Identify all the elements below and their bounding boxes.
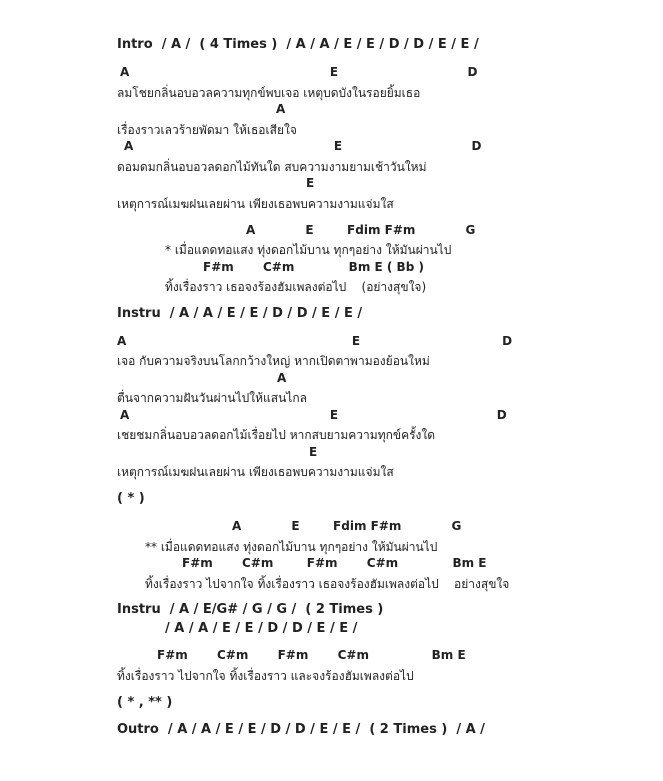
chord-line-verse2-4: E — [309, 445, 318, 459]
lyric-line-verse2-2: ตื่นจากความฝันวันผ่านไปให้แสนไกล — [117, 391, 307, 405]
lyric-line-verse1-1: ลมโชยกลิ่นอบอวลความทุกข์พบเจอ เหตุบดบังในรอยยิ้มเธอ — [117, 86, 421, 100]
lyric-line-chorus2-1: ** เมื่อแดดทอแสง ทุ่งดอกไม้บาน ทุกๆอย่าง ให้มันผ่านไป — [145, 540, 438, 554]
repeat-chorus-mark: ( * ) — [117, 491, 145, 506]
lyric-line-verse1-4: เหตุการณ์เมฆฝนเลยผ่าน เพียงเธอพบความงามแจ่มใส — [117, 197, 394, 211]
lyric-line-bridge: ทิ้งเรื่องราว ไปจากใจ ทิ้งเรื่องราว และจงร้องฮัมเพลงต่อไป — [117, 669, 414, 683]
lyric-line-chorus1-1: * เมื่อแดดทอแสง ทุ่งดอกไม้บาน ทุกๆอย่าง ให้มันผ่านไป — [165, 243, 452, 257]
outro-line: Outro / A / A / E / E / D / D / E / E / ( 2 Times ) / A / — [117, 722, 485, 737]
instru-line-1: Instru / A / A / E / E / D / D / E / E / — [117, 306, 363, 321]
chord-line-bridge: F#m C#m F#m C#m Bm E — [157, 648, 466, 662]
lyric-line-chorus1-2: ทิ้งเรื่องราว เธอจงร้องฮัมเพลงต่อไป (อย่างสุขใจ) — [165, 280, 427, 294]
chord-line-chorus2-1: A E Fdim F#m G — [232, 519, 462, 533]
chord-line-verse2-1: A E D — [117, 334, 513, 348]
lyric-line-verse2-3: เชยชมกลิ่นอบอวลดอกไม้เรื่อยไป หากสบยามความทุกข์ครั้งใด — [117, 428, 436, 442]
lyric-line-verse1-3: ดอมดมกลิ่นอบอวลดอกไม้ทันใด สบความงามยามเช้าวันใหม่ — [117, 160, 427, 174]
chord-line-chorus1-2: F#m C#m Bm E ( Bb ) — [203, 260, 424, 274]
intro-line: Intro / A / ( 4 Times ) / A / A / E / E / D / D / E / E / — [117, 37, 479, 52]
chord-line-verse1-2: A — [276, 102, 286, 116]
lyric-line-chorus2-2: ทิ้งเรื่องราว ไปจากใจ ทิ้งเรื่องราว เธอจงร้องฮัมเพลงต่อไป อย่างสุขใจ — [145, 577, 510, 591]
chord-line-verse2-3: A E D — [120, 408, 507, 422]
instru-line-2-cont: / A / A / E / E / D / D / E / E / — [165, 621, 358, 636]
chord-line-verse1-3: A E D — [124, 139, 482, 153]
lyric-line-verse1-2: เรื่องราวเลวร้ายพัดมา ให้เธอเสียใจ — [117, 123, 297, 137]
chord-line-verse1-1: A E D — [120, 65, 478, 79]
chord-line-chorus1-1: A E Fdim F#m G — [246, 223, 476, 237]
lyric-line-verse2-1: เจอ กับความจริงบนโลกกว้างใหญ่ หากเปิดตาพามองย้อนใหม่ — [117, 354, 430, 368]
instru-line-2: Instru / A / E/G# / G / G / ( 2 Times ) — [117, 602, 384, 617]
lyric-line-verse2-4: เหตุการณ์เมฆฝนเลยผ่าน เพียงเธอพบความงามแจ่มใส — [117, 465, 394, 479]
chord-line-chorus2-2: F#m C#m F#m C#m Bm E — [182, 556, 487, 570]
chord-line-verse1-4: E — [306, 176, 315, 190]
chord-line-verse2-2: A — [277, 371, 287, 385]
repeat-both-mark: ( * , ** ) — [117, 695, 173, 710]
